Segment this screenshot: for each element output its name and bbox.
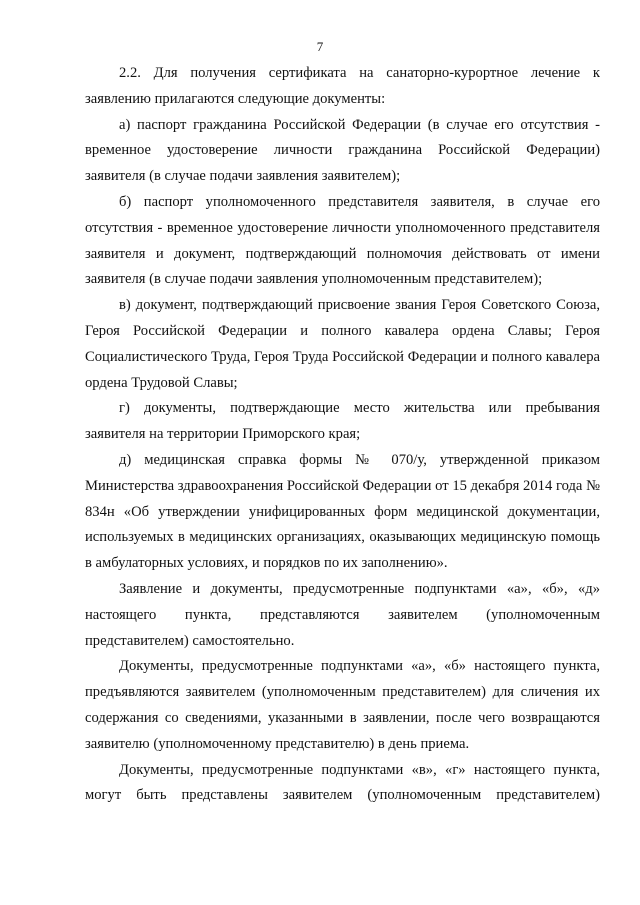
paragraph-optional-documents: Документы, предусмотренные подпунктами «в», «г» настоящего пункта, могут быть представлены заявителем (уполномоченным представителем) bbox=[85, 761, 600, 804]
paragraph-item-g: г) документы, подтверждающие место жительства или пребывания заявителя на территории Приморского края; bbox=[85, 400, 600, 443]
document-body bbox=[85, 61, 600, 809]
paragraph-item-v: в) документ, подтверждающий присвоение звания Героя Советского Союза, Героя Российской Федерации и полного кавалера ордена Славы; Героя Социалистического Труда, Героя Труда Российской Федерации и полного кавалера ордена Трудовой Славы; bbox=[85, 297, 600, 391]
paragraph-submission: Заявление и документы, предусмотренные подпунктами «а», «б», «д» настоящего пункта, представляются заявителем (уполномоченным представителем) самостоятельно. bbox=[85, 580, 600, 649]
paragraph-item-b: б) паспорт уполномоченного представителя заявителя, в случае его отсутствия - временное удостоверение личности уполномоченного представителя заявителя и документ, подтверждающий полномочия действовать от имени заявителя (в случае подачи заявления уполномоченным представителем); bbox=[85, 193, 600, 288]
paragraph-item-a: а) паспорт гражданина Российской Федерации (в случае его отсутствия - временное удостоверение личности гражданина Российской Федерации) заявителя (в случае подачи заявления заявителем); bbox=[85, 116, 600, 185]
paragraph-2-2-intro: 2.2. Для получения сертификата на санаторно-курортное лечение к заявлению прилагаются следующие документы: bbox=[85, 65, 600, 107]
page-number: 7 bbox=[316, 39, 324, 54]
paragraph-verification: Документы, предусмотренные подпунктами «а», «б» настоящего пункта, предъявляются заявителем (уполномоченным представителем) для сличения их содержания со сведениями, указанными в заявлении, после чего возвращаются заявителю (уполномоченному представителю) в день приема. bbox=[85, 658, 600, 752]
paragraph-item-d: д) медицинская справка формы № 070/у, утвержденной приказом Министерства здравоохранения Российской Федерации от 15 декабря 2014 года № 834н «Об утверждении унифицированных форм медицинской документации, используемых в медицинских организациях, оказывающих медицинскую помощь в амбулаторных условиях, и порядков по их заполнению». bbox=[85, 451, 600, 572]
